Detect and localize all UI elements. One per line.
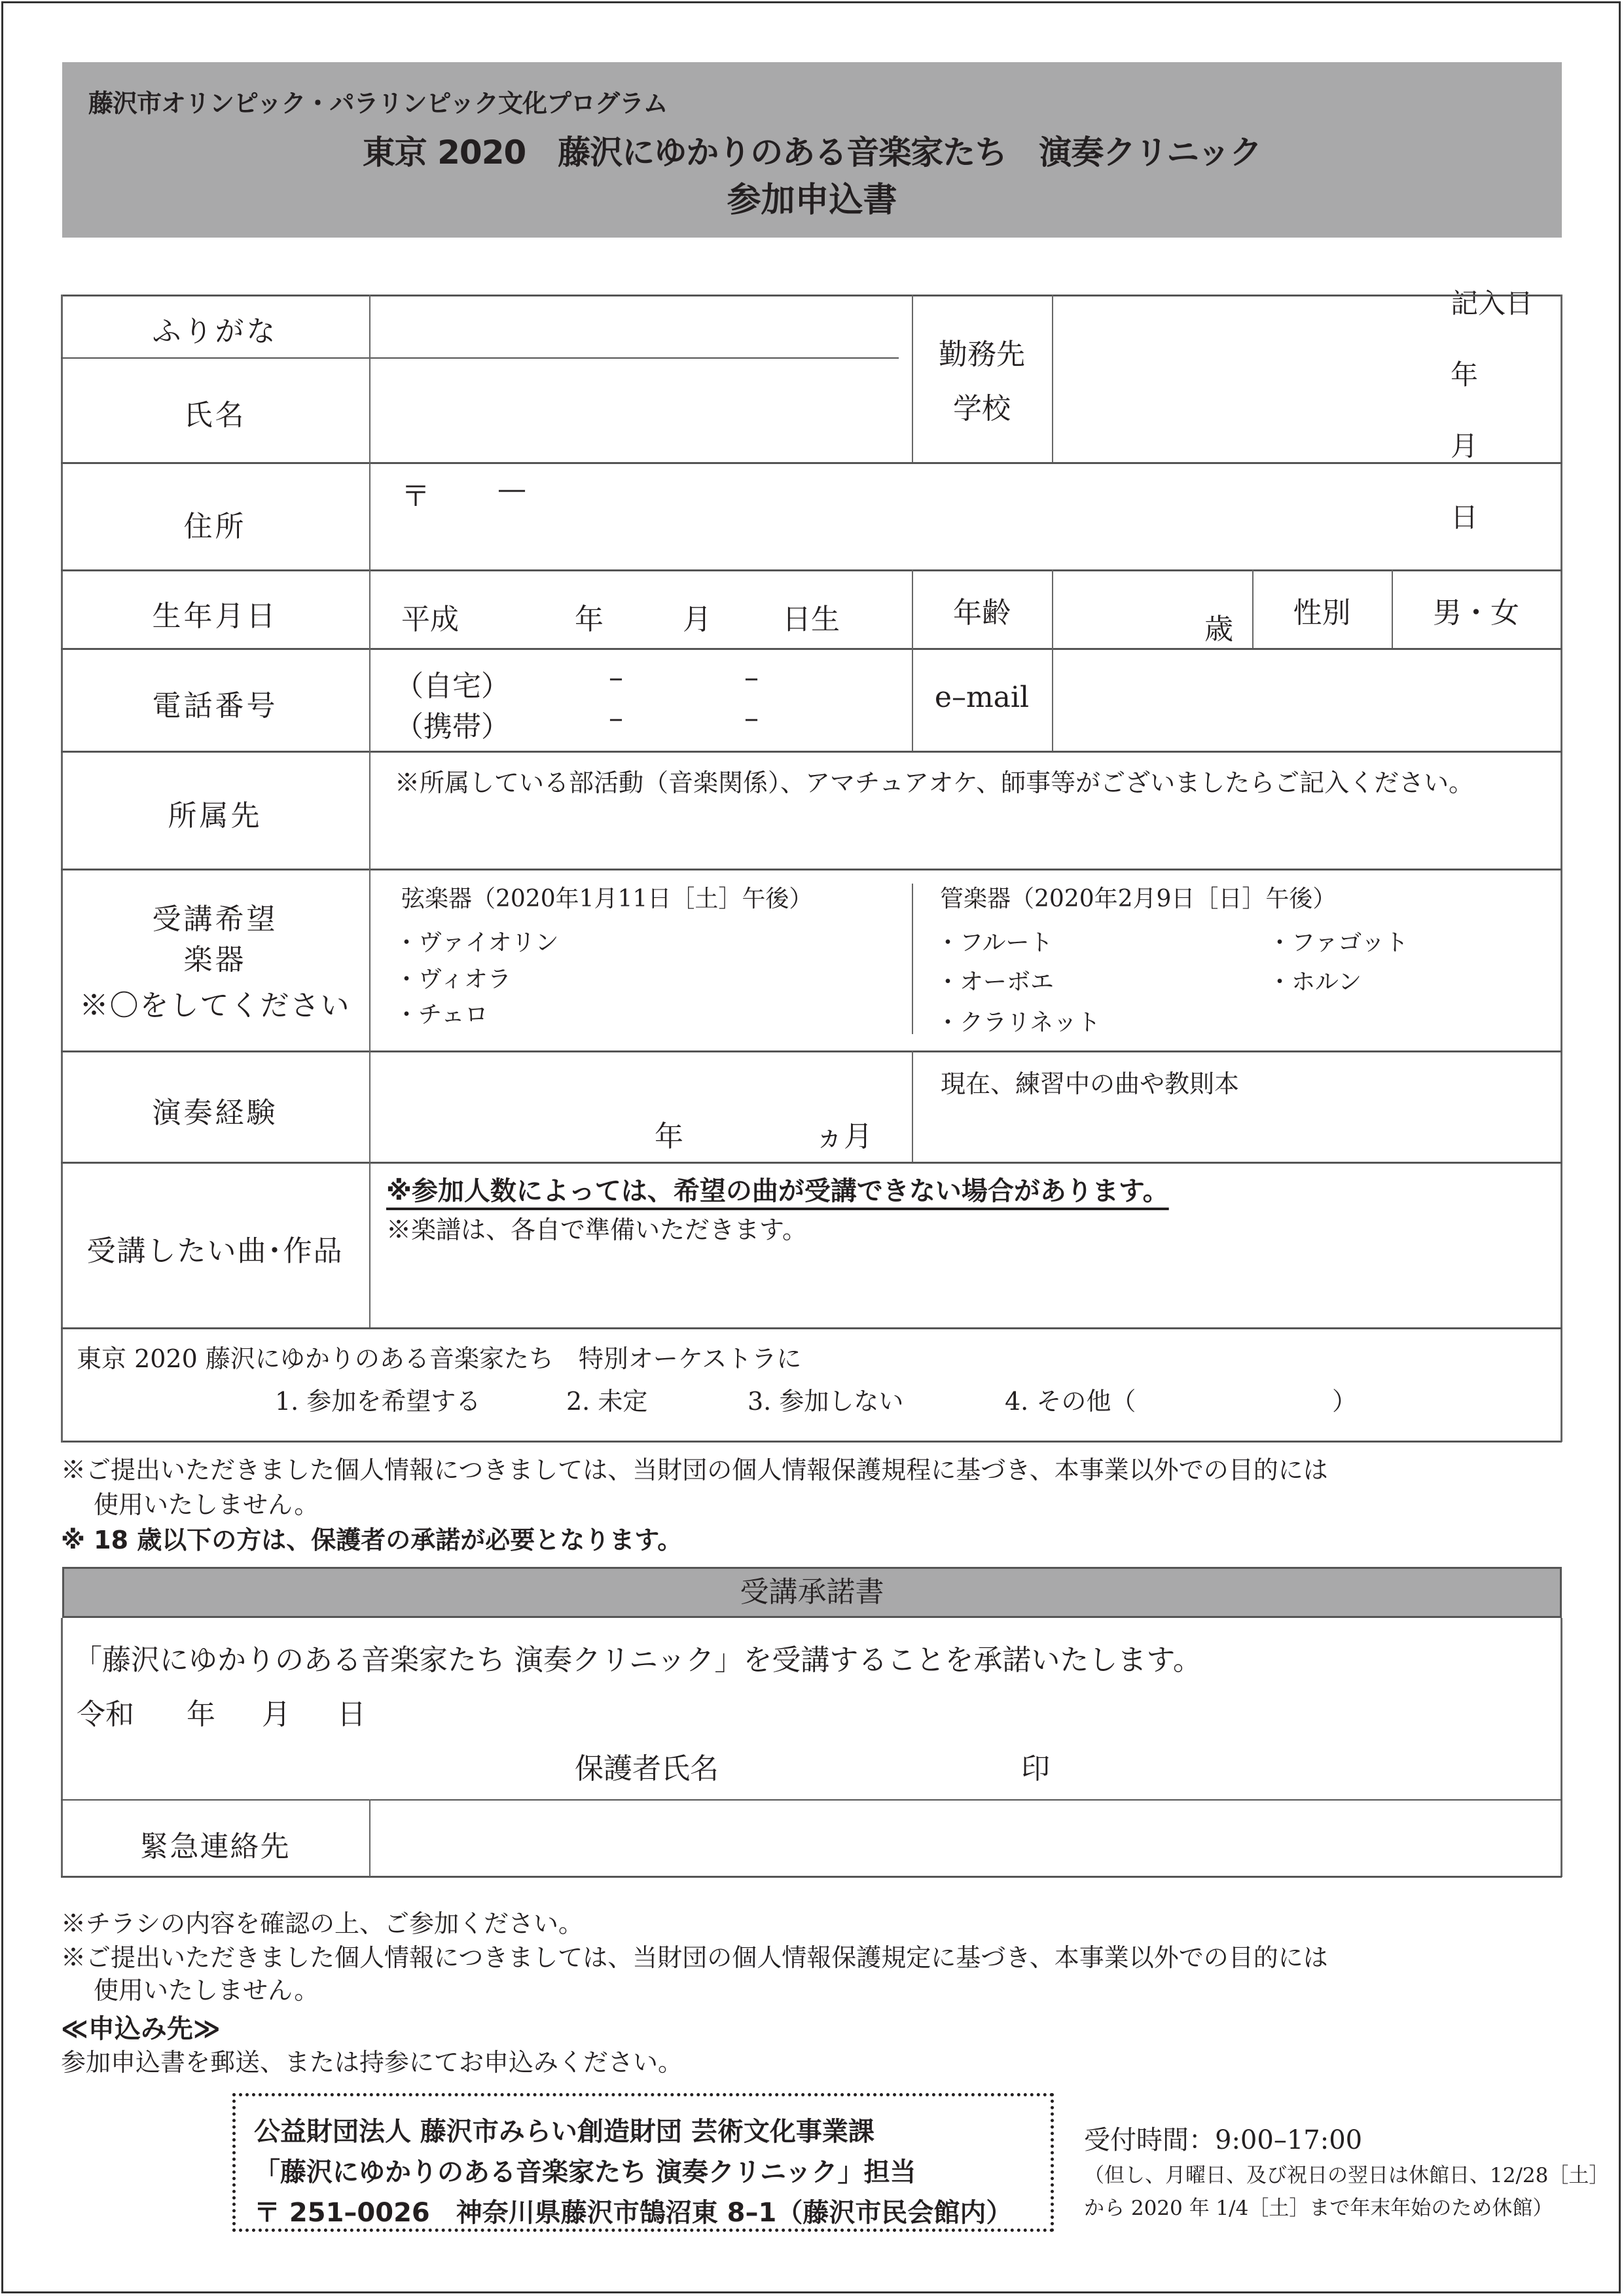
piece-warning: ※参加人数によっては、希望の曲が受講できない場合があります。: [386, 1176, 1169, 1206]
phone-dash: –: [744, 661, 759, 694]
winds-heading: 管楽器（2020年2月9日［日］午後）: [940, 886, 1337, 912]
experience-input[interactable]: [380, 1060, 644, 1153]
birthdate-era: 平成: [401, 603, 459, 636]
col-divider: [1052, 295, 1053, 462]
strings-heading: 弦楽器（2020年1月11日［土］午後）: [401, 886, 813, 912]
age-label: 年齢: [953, 596, 1011, 630]
piece-note: ※楽譜は、各自で準備いただきます。: [386, 1215, 807, 1244]
piece-label: 受講したい曲･作品: [86, 1234, 344, 1268]
entry-date-day: 日: [1451, 501, 1479, 533]
affiliation-input[interactable]: [380, 802, 1554, 862]
closure-note-2: から 2020 年 1/4［土］まで年末年始のため休館）: [1084, 2197, 1553, 2220]
instrument-option-oboe[interactable]: ・オーボエ: [936, 969, 1055, 996]
birthdate-day: 日生: [782, 603, 840, 636]
orchestra-option-1[interactable]: 1. 参加を希望する: [275, 1387, 481, 1416]
phone-dash: –: [609, 702, 623, 735]
instrument-instruction: ※〇をしてください: [79, 989, 351, 1022]
row-divider: [61, 648, 1562, 650]
col-divider: [1052, 569, 1053, 751]
contact-box: [232, 2093, 1054, 2232]
row-divider: [61, 1327, 1562, 1329]
consent-border: [61, 1876, 1562, 1878]
piece-input[interactable]: [380, 1247, 1554, 1320]
consent-date-era: 令和: [77, 1698, 134, 1731]
current-piece-label: 現在、練習中の曲や教則本: [941, 1069, 1240, 1098]
row-divider: [61, 462, 1562, 464]
reception-hours: 受付時間：9:00–17:00: [1084, 2125, 1363, 2155]
experience-label: 演奏経験: [152, 1096, 278, 1130]
col-divider: [912, 295, 913, 462]
orchestra-option-2[interactable]: 2. 未定: [566, 1387, 648, 1416]
guardian-name-input[interactable]: [740, 1741, 1004, 1782]
age-input[interactable]: [1060, 579, 1194, 639]
email-label: e–mail: [934, 681, 1030, 714]
consent-divider: [369, 1799, 370, 1876]
guardian-name-label: 保護者氏名: [575, 1752, 719, 1785]
instrument-option-bassoon[interactable]: ・ファゴット: [1268, 929, 1409, 956]
instrument-option-violin[interactable]: ・ヴァイオリン: [395, 929, 559, 956]
header-banner: [62, 62, 1562, 238]
orchestra-option-3[interactable]: 3. 参加しない: [748, 1387, 904, 1416]
orchestra-question: 東京 2020 藤沢にゆかりのある音楽家たち 特別オーケストラに: [77, 1344, 802, 1373]
contact-dept: 「藤沢にゆかりのある音楽家たち 演奏クリニック」担当: [254, 2157, 916, 2187]
table-border: [61, 295, 1562, 296]
experience-year: 年: [655, 1120, 683, 1153]
phone-home-input[interactable]: [517, 658, 886, 697]
contact-address: 〒 251–0026 神奈川県藤沢市鵠沼東 8–1（藤沢市民会館内）: [254, 2198, 1013, 2228]
under18-note: ※ 18 歳以下の方は、保護者の承諾が必要となります。: [61, 1526, 683, 1554]
col-divider: [369, 295, 370, 1327]
privacy-note-cont: 使用いたしません。: [94, 1490, 319, 1519]
name-label: 氏名: [183, 399, 247, 432]
entry-date-month: 月: [1451, 430, 1479, 462]
orchestra-other-input[interactable]: [1165, 1380, 1325, 1414]
entry-date-label: 記入日: [1451, 287, 1534, 319]
instrument-option-cello[interactable]: ・チェロ: [395, 1001, 488, 1028]
gender-label: 性別: [1293, 596, 1351, 630]
affiliation-note: ※所属している部活動（音楽関係）、アマチュアオケ、師事等がございましたらご記入ください。: [395, 768, 1474, 797]
consent-border: [1561, 1618, 1562, 1877]
address-label: 住所: [183, 510, 247, 543]
emergency-contact-label: 緊急連絡先: [139, 1830, 291, 1863]
birthdate-month: 月: [683, 603, 712, 636]
phone-label: 電話番号: [152, 689, 278, 723]
birthdate-label: 生年月日: [152, 600, 278, 633]
address-input[interactable]: [380, 514, 1554, 564]
flyer-note: ※チラシの内容を確認の上、ご参加ください。: [61, 1909, 584, 1938]
phone-dash: –: [744, 702, 759, 735]
consent-statement: 「藤沢にゆかりのある音楽家たち 演奏クリニック」を受講することを承諾いたします。: [73, 1643, 1202, 1677]
apply-instruction: 参加申込書を郵送、または持参にてお申込みください。: [61, 2048, 683, 2077]
school-label: 学校: [953, 392, 1011, 425]
instrument-option-viola[interactable]: ・ヴィオラ: [395, 966, 511, 993]
privacy-note-2-cont: 使用いたしません。: [94, 1976, 319, 2005]
orchestra-option-4[interactable]: 4. その他（: [1005, 1387, 1136, 1416]
instrument-option-flute[interactable]: ・フルート: [936, 929, 1053, 956]
program-name: 藤沢市オリンピック・パラリンピック文化プログラム: [88, 89, 668, 118]
experience-month: ヵ月: [815, 1120, 873, 1153]
row-divider: [61, 357, 899, 359]
row-divider: [61, 751, 1562, 753]
email-input[interactable]: [1060, 658, 1554, 741]
orchestra-option-4-close: ）: [1332, 1387, 1358, 1416]
col-divider: [912, 884, 913, 1034]
privacy-note: ※ご提出いただきました個人情報につきましては、当財団の個人情報保護規程に基づき、本事業以外での目的には: [61, 1456, 1328, 1484]
postal-mark: 〒: [401, 480, 430, 513]
phone-dash: –: [609, 661, 623, 694]
current-piece-input[interactable]: [929, 1100, 1554, 1153]
privacy-note-2: ※ご提出いただきました個人情報につきましては、当財団の個人情報保護規定に基づき、本事業以外での目的には: [61, 1943, 1328, 1972]
affiliation-label: 所属先: [168, 799, 262, 833]
instrument-option-clarinet[interactable]: ・クラリネット: [936, 1009, 1101, 1036]
instrument-option-horn[interactable]: ・ホルン: [1268, 969, 1362, 996]
entry-date-year: 年: [1451, 359, 1479, 391]
age-unit: 歳: [1204, 613, 1233, 646]
table-border: [61, 1441, 1562, 1443]
workplace-input[interactable]: [1060, 304, 1554, 456]
phone-home-label: （自宅）: [395, 670, 510, 703]
birthdate-year: 年: [575, 603, 604, 636]
name-input[interactable]: [380, 370, 906, 456]
seal-mark: 印: [1021, 1752, 1050, 1785]
consent-date-month: 月: [262, 1698, 291, 1731]
row-divider: [61, 1162, 1562, 1164]
phone-mobile-input[interactable]: [517, 699, 886, 738]
consent-date-day: 日: [337, 1698, 366, 1731]
workplace-label: 勤務先: [939, 338, 1025, 371]
closure-note-1: （但し、月曜日、及び祝日の翌日は休館日、12/28［土］: [1084, 2164, 1610, 2187]
consent-header: 受講承諾書: [62, 1567, 1562, 1618]
phone-mobile-label: （携帯）: [395, 710, 510, 744]
furigana-label: ふりがな: [152, 315, 278, 348]
instrument-label: 受講希望: [152, 903, 278, 936]
consent-date-year: 年: [187, 1698, 215, 1731]
event-title: 東京 2020 藤沢にゆかりのある音楽家たち 演奏クリニック: [362, 134, 1262, 171]
instrument-label: 楽器: [183, 943, 247, 977]
furigana-input[interactable]: [380, 304, 906, 351]
emergency-contact-input[interactable]: [380, 1806, 1554, 1870]
col-divider: [912, 1050, 913, 1162]
row-divider: [61, 569, 1562, 571]
gender-options[interactable]: 男・女: [1433, 596, 1519, 630]
form-title: 参加申込書: [727, 181, 897, 220]
contact-org: 公益財団法人 藤沢市みらい創造財団 芸術文化事業課: [254, 2117, 875, 2147]
row-divider: [61, 869, 1562, 870]
consent-divider: [61, 1799, 1562, 1801]
apply-heading: ≪申込み先≫: [61, 2014, 221, 2044]
row-divider: [61, 1050, 1562, 1052]
postal-dash: —: [497, 473, 526, 506]
